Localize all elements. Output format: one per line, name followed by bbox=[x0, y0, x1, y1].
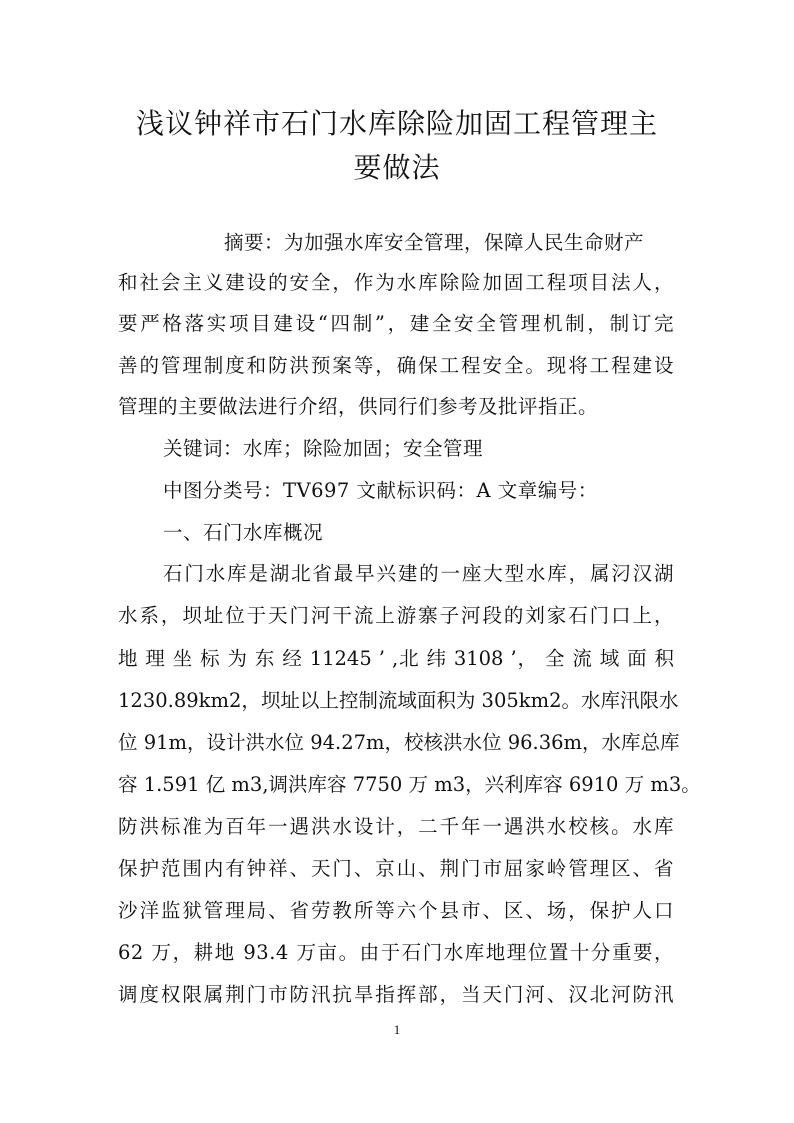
body-line-5: 位 91m，设计洪水位 94.27m，校核洪水位 96.36m，水库总库 bbox=[118, 731, 680, 754]
body-line-1: 石门水库是湖北省最早兴建的一座大型水库，属汈汉湖 bbox=[163, 562, 674, 585]
abstract-line-3: 要严格落实项目建设“四制”，建全安全管理机制，制订完 bbox=[118, 312, 674, 335]
abstract-line-1: 摘要：为加强水库安全管理，保障人民生命财产 bbox=[224, 231, 645, 254]
body-line-11: 调度权限属荆门市防汛抗旱指挥部，当天门河、汉北河防汛 bbox=[118, 983, 674, 1006]
body-line-8: 保护范围内有钟祥、天门、京山、荆门市屈家岭管理区、省 bbox=[118, 857, 674, 880]
body-line-7: 防洪标准为百年一遇洪水设计，二千年一遇洪水校核。水库 bbox=[118, 815, 674, 838]
abstract-line-5: 管理的主要做法进行介绍，供同行们参考及批评指正。 bbox=[118, 395, 599, 418]
body-line-4: 1230.89km2，坝址以上控制流域面积为 305km2。水库汛限水 bbox=[118, 689, 679, 712]
title-line-2: 要做法 bbox=[353, 151, 441, 184]
keywords: 关键词：水库；除险加固；安全管理 bbox=[163, 437, 484, 460]
page-number: 1 bbox=[393, 1022, 401, 1037]
abstract-line-2: 和社会主义建设的安全，作为水库除险加固工程项目法人， bbox=[118, 271, 674, 294]
section-heading-1: 一、石门水库概况 bbox=[163, 521, 324, 544]
document-title bbox=[100, 102, 694, 190]
title-line-1: 浅议钟祥市石门水库除险加固工程管理主 bbox=[135, 107, 658, 140]
body-line-9: 沙洋监狱管理局、省劳教所等六个县市、区、场，保护人口 bbox=[118, 899, 674, 922]
classification-line: 中图分类号：TV697 文献标识码：A 文章编号： bbox=[163, 479, 598, 502]
body-line-6: 容 1.591 亿 m3,调洪库容 7750 万 m3，兴利库容 6910 万 m3。 bbox=[118, 773, 701, 796]
abstract-line-4: 善的管理制度和防洪预案等，确保工程安全。现将工程建设 bbox=[118, 354, 674, 377]
body-line-3: 地 理 坐 标 为 东 经 11245 ’ ,北 纬 3108 ’， 全 流 域 面 积 bbox=[118, 647, 674, 670]
body-line-10: 62 万，耕地 93.4 万亩。由于石门水库地理位置十分重要， bbox=[118, 941, 674, 964]
body-line-2: 水系，坝址位于天门河干流上游寨子河段的刘家石门口上， bbox=[118, 604, 674, 627]
